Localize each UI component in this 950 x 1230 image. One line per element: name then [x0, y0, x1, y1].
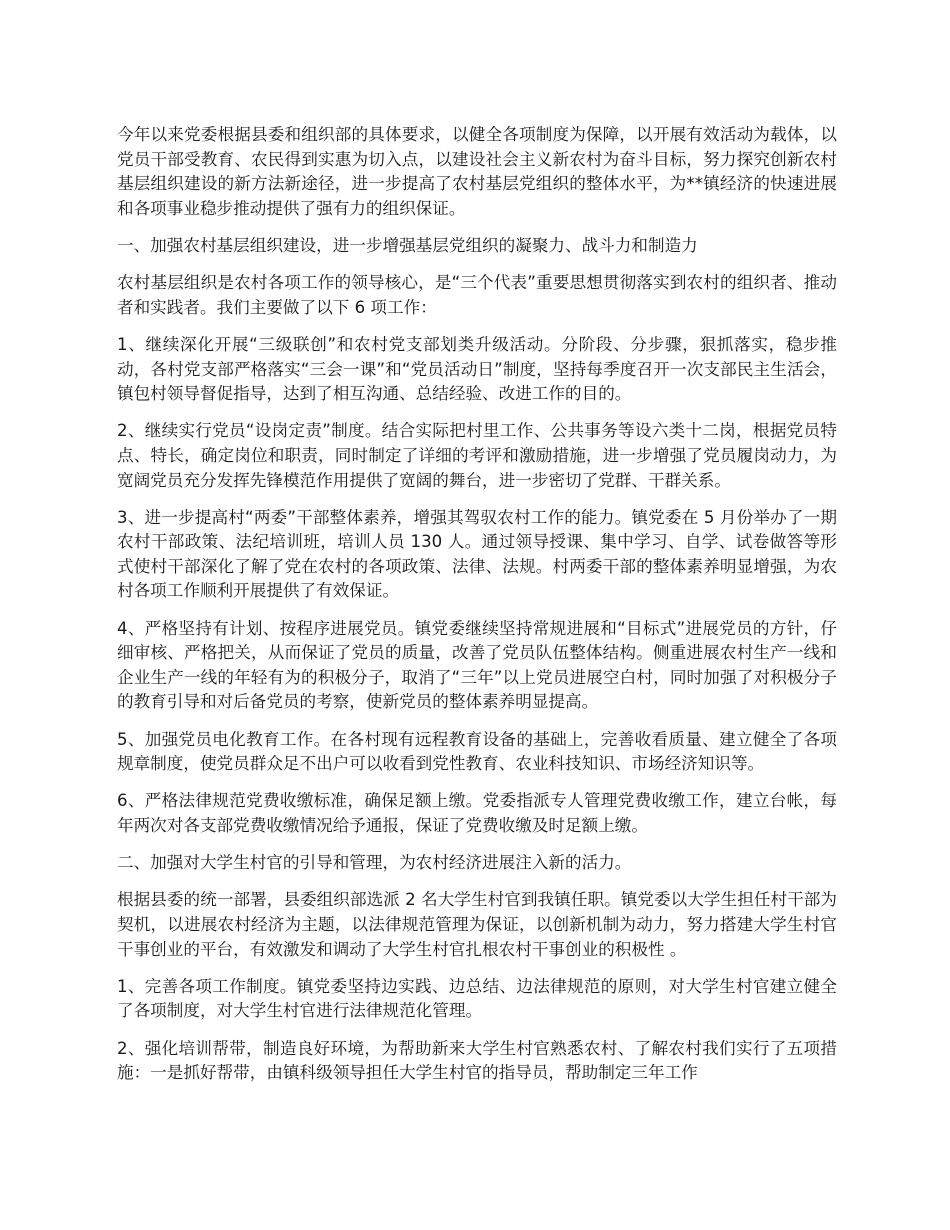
section-1-item-1: 1、继续深化开展“三级联创”和农村党支部划类升级活动。分阶段、分步骤，狠抓落实，稳步推动，各村党支部严格落实“三会一课”和“党员活动日”制度，坚持每季度召开一次支部民主生活会，镇包村领导督促指导，达到了相互沟通、总结经验、改进工作的目的。 — [117, 334, 837, 404]
section-1-item-3: 3、进一步提高村“两委”干部整体素养，增强其驾驭农村工作的能力。镇党委在 5 月份举办了一期农村干部政策、法纪培训班，培训人员 130 人。通过领导授课、集中学习、自学、试卷做答等形式使村干部深化了解了党在农村的各项政策、法律、法规。村两委干部的整体素养明显增强，为农村各项工作顺利开展提供了有效保证。 — [117, 507, 837, 601]
section-2-intro: 根据县委的统一部署，县委组织部选派 2 名大学生村官到我镇任职。镇党委以大学生担任村干部为契机，以进展农村经济为主题，以法律规范管理为保证，以创新机制为动力，努力搭建大学生村官干事创业的平台，有效激发和调动了大学生村官扎根农村干事创业的积极性 。 — [117, 890, 837, 959]
document-body — [117, 123, 837, 1098]
section-2-item-1: 1、完善各项工作制度。镇党委坚持边实践、边总结、边法律规范的原则，对大学生村官建立健全了各项制度，对大学生村官进行法律规范化管理。 — [117, 976, 837, 1021]
section-1-item-2: 2、继续实行党员“设岗定责”制度。结合实际把村里工作、公共事务等设六类十二岗，根据党员特点、特长，确定岗位和职责，同时制定了详细的考评和激励措施，进一步增强了党员履岗动力，为宽阔党员充分发挥先锋模范作用提供了宽阔的舞台，进一步密切了党群、干群关系。 — [117, 421, 837, 490]
section-1-intro: 农村基层组织是农村各项工作的领导核心，是“三个代表”重要思想贯彻落实到农村的组织者、推动者和实践者。我们主要做了以下 6 项工作： — [117, 273, 837, 317]
section-1-item-6: 6、严格法律规范党费收缴标准，确保足额上缴。党委指派专人管理党费收缴工作，建立台帐，每年两次对各支部党费收缴情况给予通报，保证了党费收缴及时足额上缴。 — [117, 791, 837, 835]
section-2-item-2: 2、强化培训帮带，制造良好环境，为帮助新来大学生村官熟悉农村、了解农村我们实行了五项措施：一是抓好帮带，由镇科级领导担任大学生村官的指导员，帮助制定三年工作 — [117, 1038, 837, 1083]
section-heading-2: 二、加强对大学生村官的引导和管理，为农村经济进展注入新的活力。 — [117, 853, 632, 873]
section-1-item-4: 4、严格坚持有计划、按程序进展党员。镇党委继续坚持常规进展和“目标式”进展党员的方针，仔细审核、严格把关，从而保证了党员的质量，改善了党员队伍整体结构。侧重进展农村生产一线和企业生产一线的年轻有为的积极分子，取消了“三年”以上党员进展空白村，同时加强了对积极分子的教育引导和对后备党员的考察，使新党员的整体素养明显提高。 — [117, 618, 837, 712]
section-heading-1: 一、加强农村基层组织建设，进一步增强基层党组织的凝聚力、战斗力和制造力 — [117, 235, 698, 255]
intro-paragraph: 今年以来党委根据县委和组织部的具体要求，以健全各项制度为保障，以开展有效活动为载体，以党员干部受教育、农民得到实惠为切入点，以建设社会主义新农村为奋斗目标，努力探究创新农村基层组织建设的新方法新途径，进一步提高了农村基层党组织的整体水平，为**镇经济的快速进展和各项事业稳步推动提供了强有力的组织保证。 — [117, 125, 837, 218]
section-1-item-5: 5、加强党员电化教育工作。在各村现有远程教育设备的基础上，完善收看质量、建立健全了各项规章制度，使党员群众足不出户可以收看到党性教育、农业科技知识、市场经济知识等。 — [117, 729, 837, 774]
